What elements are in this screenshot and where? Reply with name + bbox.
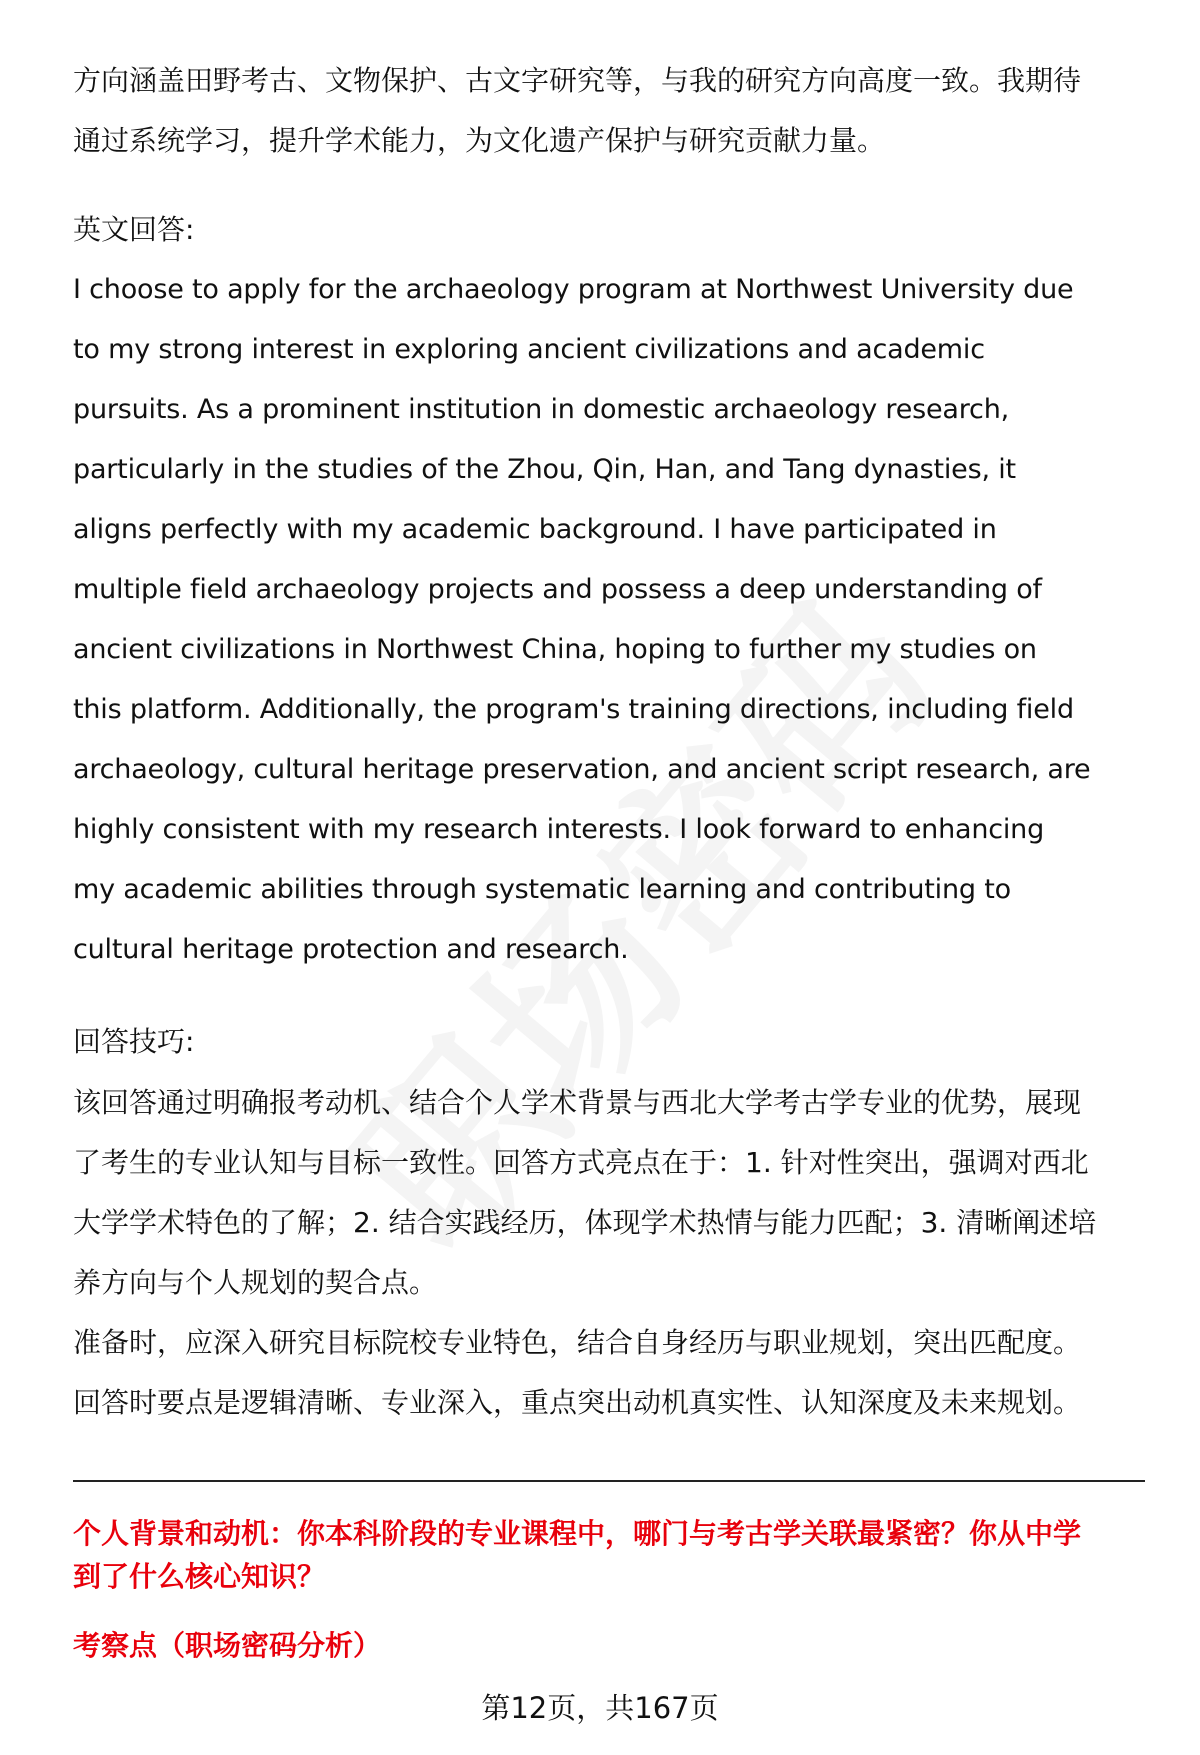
text-line: ancient civilizations in Northwest China, hoping to further my studies on	[73, 634, 1037, 665]
text-line: my academic abilities through systematic learning and contributing to	[73, 874, 1011, 905]
text-line: aligns perfectly with my academic background. I have participated in	[73, 514, 997, 545]
text-line: 个人背景和动机：你本科阶段的专业课程中，哪门与考古学关联最紧密？你从中学	[73, 1517, 1082, 1550]
text-line: 了考生的专业认知与目标一致性。回答方式亮点在于：1. 针对性突出，强调对西北	[73, 1146, 1089, 1179]
text-line: 准备时，应深入研究目标院校专业特色，结合自身经历与职业规划，突出匹配度。	[73, 1326, 1082, 1359]
text-line: 到了什么核心知识？	[73, 1560, 326, 1593]
text-line: 该回答通过明确报考动机、结合个人学术背景与西北大学考古学专业的优势，展现	[73, 1086, 1082, 1119]
text-line: 方向涵盖田野考古、文物保护、古文字研究等，与我的研究方向高度一致。我期待	[73, 64, 1082, 97]
text-line: 通过系统学习，提升学术能力，为文化遗产保护与研究贡献力量。	[73, 124, 886, 157]
text-line: this platform. Additionally, the program's training directions, including field	[73, 694, 1074, 725]
text-line: cultural heritage protection and research.	[73, 934, 629, 965]
text-line: 大学学术特色的了解；2. 结合实践经历，体现学术热情与能力匹配；3. 清晰阐述培	[73, 1206, 1097, 1239]
text-line: archaeology, cultural heritage preservation, and ancient script research, are	[73, 754, 1091, 785]
text-line: highly consistent with my research interests. I look forward to enhancing	[73, 814, 1045, 845]
section-divider	[73, 1480, 1145, 1482]
english-heading: 英文回答:	[73, 213, 195, 246]
text-line: to my strong interest in exploring ancient civilizations and academic	[73, 334, 985, 365]
exam-point-heading: 考察点（职场密码分析）	[73, 1629, 382, 1662]
page-footer: 第12页，共167页	[481, 1691, 719, 1725]
text-line: I choose to apply for the archaeology program at Northwest University due	[73, 274, 1074, 305]
text-line: multiple field archaeology projects and possess a deep understanding of	[73, 574, 1042, 605]
text-line: pursuits. As a prominent institution in domestic archaeology research,	[73, 394, 1009, 425]
text-line: particularly in the studies of the Zhou, Qin, Han, and Tang dynasties, it	[73, 454, 1016, 485]
text-line: 养方向与个人规划的契合点。	[73, 1266, 438, 1299]
text-line: 回答时要点是逻辑清晰、专业深入，重点突出动机真实性、认知深度及未来规划。	[73, 1386, 1082, 1419]
tips-heading: 回答技巧:	[73, 1025, 195, 1058]
